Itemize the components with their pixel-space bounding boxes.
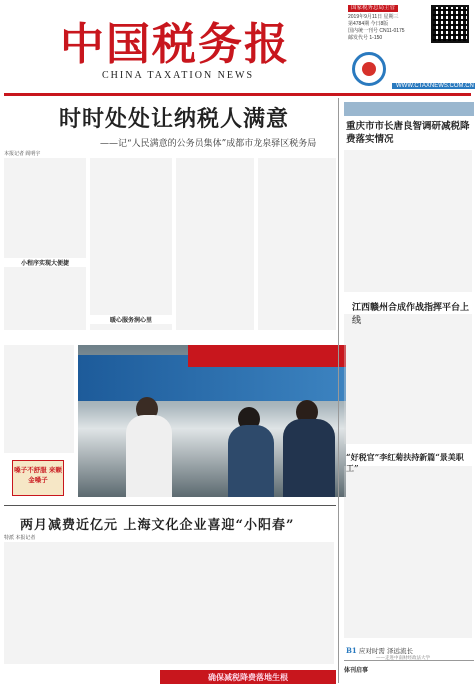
person-figure <box>283 419 335 497</box>
newspaper-title: 中国税务报 <box>60 19 290 70</box>
headline: 时时处处让纳税人满意 <box>58 106 289 132</box>
b1-section-label: B1 <box>346 646 357 655</box>
right-article-body <box>344 150 472 295</box>
issue-line: 2019年9月11日 星期三 <box>348 14 399 20</box>
tax-cut-banner: 确保减税降费落地生根 <box>160 670 336 684</box>
article-column <box>4 345 74 455</box>
photo-banner-red <box>188 345 346 367</box>
headline-subtitle: ——记“人民满意的公务员集体”成都市龙泉驿区税务局 <box>100 139 317 149</box>
publication-info <box>348 5 428 42</box>
anniversary-logo-icon <box>352 52 386 86</box>
right-headline-3: “好税官”李红菊扶持新篇“景美职工” <box>346 452 464 473</box>
bottom-headline: 两月减费近亿元 上海文化企业喜迎“小阳春” <box>20 518 295 533</box>
right-article-body <box>344 466 472 640</box>
article-column <box>258 158 336 338</box>
b1-title: 应对时需 泽远流长 <box>358 647 413 655</box>
newspaper-title-en: CHINA TAXATION NEWS <box>102 70 255 81</box>
section-heading: 暖心服务润心里 <box>90 315 172 324</box>
column-divider <box>338 98 339 683</box>
b1-subtitle: ——走进中南财经政法大学 <box>376 656 430 661</box>
person-figure <box>126 415 172 497</box>
right-headline: 重庆市市长唐良智调研减税降费落实情况 <box>346 121 470 145</box>
person-figure <box>228 425 274 497</box>
issue-line: 邮发代号 1-150 <box>348 35 383 41</box>
masthead-divider <box>4 93 471 96</box>
right-article-body <box>344 314 472 446</box>
throat-lozenge-ad[interactable]: 嗓子不舒服 来颗金嗓子 <box>12 460 64 496</box>
b1-teaser[interactable] <box>346 646 474 661</box>
byline: 本报记者 阎明宇 <box>4 151 41 157</box>
news-photo <box>78 345 346 497</box>
issue-line: 国内统一刊号 CN11-0175 <box>348 28 405 34</box>
article-column <box>90 158 172 338</box>
article-column <box>176 158 254 338</box>
qr-code-icon <box>431 5 469 43</box>
bottom-article-body <box>4 542 334 667</box>
right-headline-2: 江西赣州合成作战指挥平台上线 <box>352 303 470 326</box>
bottom-byline: 特派 本报记者 <box>4 535 36 541</box>
section-heading: 小程序实现大便捷 <box>4 258 86 267</box>
right-photo-strip <box>344 102 474 116</box>
publisher-tag: 国家税务总局主管 <box>348 5 398 12</box>
notice-heading: 体刊启事 <box>344 660 474 674</box>
issue-line: 第4784期 今日8版 <box>348 21 389 27</box>
section-divider <box>4 505 336 506</box>
article-column <box>4 158 86 338</box>
website-url[interactable]: WWW.CTAXNEWS.COM.CN <box>392 83 475 89</box>
